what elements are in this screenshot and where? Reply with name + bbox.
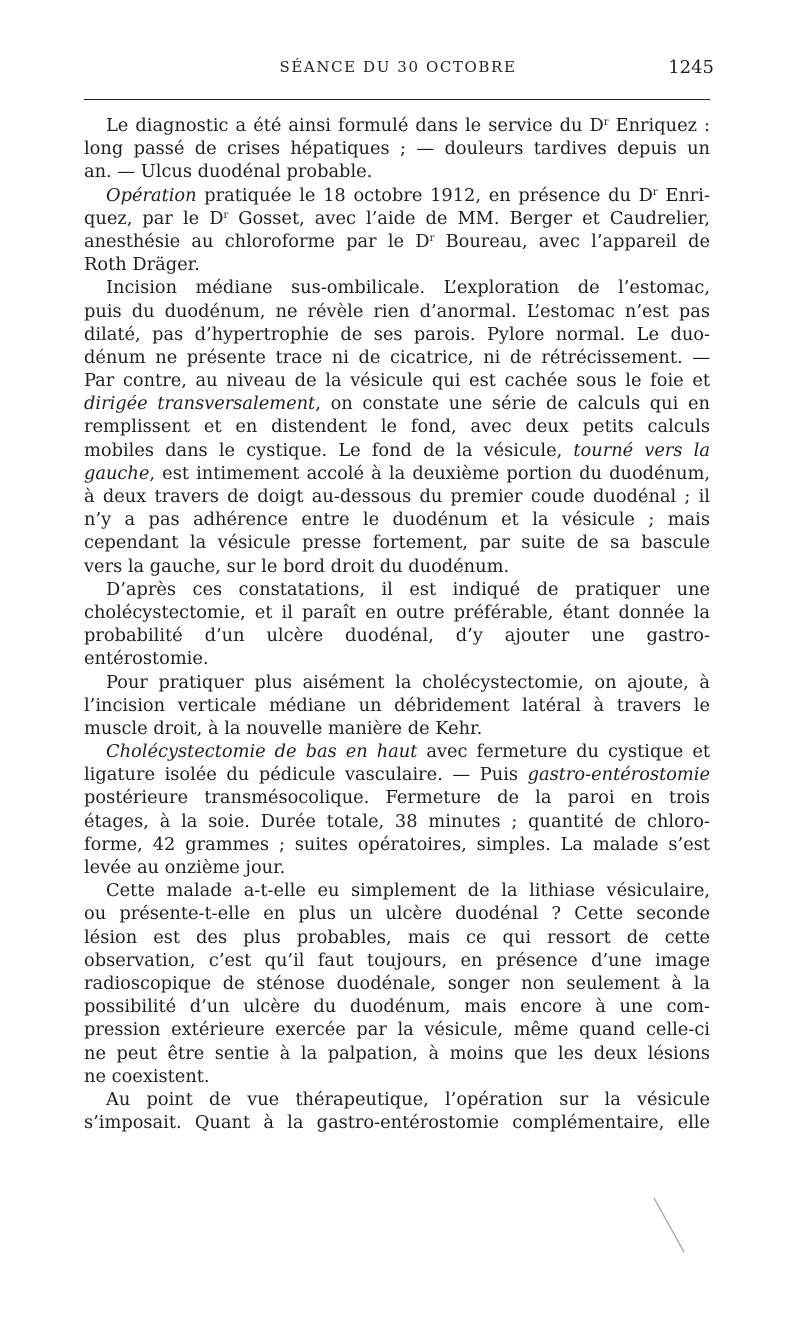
text-line: dilaté, pas d’hypertrophie de ses parois. Pylore normal. Le duo- — [84, 323, 710, 345]
text-line: Au point de vue thérapeutique, l’opération sur la vésicule — [106, 1088, 710, 1110]
text-line: possibilité d’un ulcère du duodénum, mais encore à une com- — [84, 996, 710, 1018]
text-line: lésion est des plus probables, mais ce qui ressort de cette — [84, 926, 710, 948]
text-line: forme, 42 grammes ; suites opératoires, simples. La malade s’est — [84, 833, 710, 855]
text-line: postérieure transmésocolique. Fermeture de la paroi en trois — [84, 787, 710, 809]
text-line: étages, à la soie. Durée totale, 38 minutes ; quantité de chloro- — [84, 810, 710, 832]
text-line: Roth Dräger. — [84, 254, 200, 276]
text-line: Opération pratiquée le 18 octobre 1912, en présence du $D^r$ Enri- — [106, 184, 710, 206]
text-line: mobiles dans le cystique. Le fond de la vésicule, tourné vers la — [84, 439, 710, 461]
text-line: probabilité d’un ulcère duodénal, d’y ajouter une gastro- — [84, 625, 710, 647]
text-line: observation, c’est qu’il faut toujours, en présence d’une image — [84, 949, 710, 971]
text-line: n’y a pas adhérence entre le duodénum et la vésicule ; mais — [84, 509, 710, 531]
text-line: ou présente-t-elle en plus un ulcère duodénal ? Cette seconde — [84, 903, 710, 925]
text-line: s’imposait. Quant à la gastro-entérostomie complémentaire, elle — [84, 1112, 710, 1134]
header-rule — [84, 99, 710, 100]
text-line: Le diagnostic a été ainsi formulé dans le service du $D^r$ Enriquez : — [106, 115, 710, 136]
body-text — [84, 114, 710, 1134]
text-line: gauche, est intimement accolé à la deuxième portion du duodénum, — [84, 462, 710, 484]
page-number: 1245 — [668, 57, 714, 78]
text-line: Cette malade a-t-elle eu simplement de la lithiase vésiculaire, — [106, 880, 710, 902]
text-line: Cholécystectomie de bas en haut avec fermeture du cystique et — [106, 741, 710, 763]
text-line: dirigée transversalement, on constate une série de calculs qui en — [84, 393, 710, 415]
text-line: cependant la vésicule presse fortement, par suite de sa bascule — [84, 532, 710, 554]
text-line: muscle droit, à la nouvelle manière de Kehr. — [84, 717, 483, 739]
text-line: an. — Ulcus duodénal probable. — [84, 161, 373, 183]
text-line: ligature isolée du pédicule vasculaire. — Puis gastro-entérostomie — [84, 764, 710, 786]
text-line: D’après ces constatations, il est indiqué de pratiquer une — [106, 578, 710, 600]
text-line: cholécystectomie, et il paraît en outre préférable, étant donnée la — [84, 601, 710, 623]
text-line: l’incision verticale médiane un débridement latéral à travers le — [84, 694, 710, 716]
text-line: vers la gauche, sur le bord droit du duodénum. — [84, 555, 510, 577]
text-line: ne coexistent. — [84, 1065, 210, 1087]
text-line: entérostomie. — [84, 648, 209, 670]
text-line: pression extérieure exercée par la vésicule, même quand celle-ci — [84, 1019, 710, 1041]
header-title: SÉANCE DU 30 OCTOBRE — [279, 58, 517, 76]
text-line: levée au onzième jour. — [84, 857, 286, 878]
text-line: puis du duodénum, ne révèle rien d’anormal. L’estomac n’est pas — [84, 300, 710, 322]
text-line: dénum ne présente trace ni de cicatrice, ni de rétrécissement. — — [84, 346, 710, 368]
text-line: remplissent et en distendent le fond, avec deux petits calculs — [84, 416, 710, 438]
text-line: radioscopique de sténose duodénale, songer non seulement à la — [84, 972, 710, 994]
text-line: quez, par le $D^r$ Gosset, avec l’aide de MM. Berger et Caudrelier, — [84, 207, 710, 229]
text-line: Incision médiane sus-ombilicale. L’exploration de l’estomac, — [106, 277, 710, 299]
running-header — [82, 58, 714, 88]
text-line: Pour pratiquer plus aisément la cholécystectomie, on ajoute, à — [106, 671, 710, 693]
text-line: à deux travers de doigt au-dessous du premier coude duodénal ; il — [84, 486, 710, 507]
text-line: anesthésie au chloroforme par le $D^r$ Boureau, avec l’appareil de — [84, 230, 710, 252]
text-line: Par contre, au niveau de la vésicule qui est cachée sous le foie et — [84, 370, 710, 392]
text-line: ne peut être sentie à la palpation, à moins que les deux lésions — [84, 1042, 710, 1064]
pencil-mark — [650, 1196, 690, 1256]
text-line: long passé de crises hépatiques ; — douleurs tardives depuis un — [84, 138, 710, 160]
